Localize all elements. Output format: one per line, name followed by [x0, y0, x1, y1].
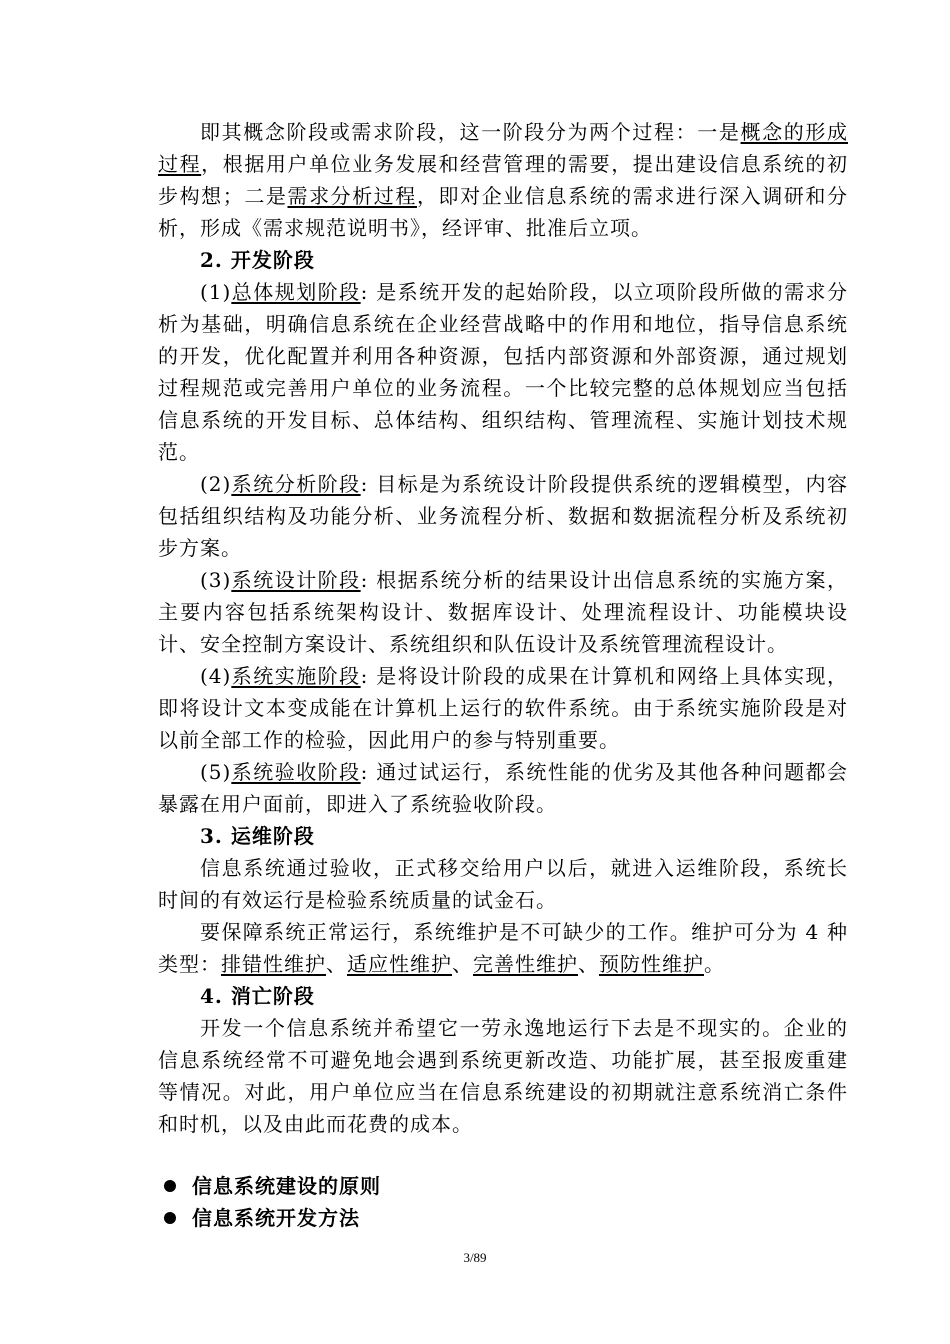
paragraph-requirements-phase: 即其概念阶段或需求阶段，这一阶段分为两个过程：一是概念的形成过程，根据用户单位业务发展和经营管理的需要，提出建设信息系统的初步构想；二是需求分析过程，即对企业信息系统的需求进行深入调研和分析，形成《需求规范说明书》，经评审、批准后立项。 — [158, 120, 849, 240]
item-system-acceptance: (5)系统验收阶段: 通过试运行，系统性能的优劣及其他各种问题都会暴露在用户面前，即进入了系统验收阶段。 — [158, 760, 848, 816]
item-system-design: (3)系统设计阶段: 根据系统分析的结果设计出信息系统的实施方案，主要内容包括系统架构设计、数据库设计、处理流程设计、功能模块设计、安全控制方案设计、系统组织和队伍设计及系统管理流程设计。 — [158, 568, 848, 656]
body-text — [158, 116, 848, 1234]
page-number: 3/89 — [463, 1250, 487, 1265]
bullet-icon — [164, 1180, 176, 1192]
item-overall-planning: (1)总体规划阶段: 是系统开发的起始阶段，以立项阶段所做的需求分析为基础，明确信息系统在企业经营战略中的作用和地位，指导信息系统的开发，优化配置并利用各种资源，包括内部资源和外部资源，通过规划过程规范或完善用户单位的业务流程。一个比较完整的总体规划应当包括信息系统的开发目标、总体结构、组织结构、管理流程、实施计划技术规范。 — [158, 280, 848, 464]
term-requirements-analysis: 需求分析过程 — [287, 184, 417, 208]
bullet-item-principles: 信息系统建设的原则 — [158, 1170, 848, 1202]
paragraph-retirement: 开发一个信息系统并希望它一劳永逸地运行下去是不现实的。企业的信息系统经常不可避免地会遇到系统更新改造、功能扩展，甚至报废重建等情况。对此，用户单位应当在信息系统建设的初期就注意系统消亡条件和时机，以及由此而花费的成本。 — [158, 1016, 848, 1136]
heading-retirement-phase: 4. 消亡阶段 — [200, 984, 315, 1008]
bullet-item-methods: 信息系统开发方法 — [158, 1202, 848, 1234]
paragraph-maintenance-types: 要保障系统正常运行，系统维护是不可缺少的工作。维护可分为 4 种类型：排错性维护、适应性维护、完善性维护、预防性维护。 — [158, 920, 848, 976]
term-concept-formation: 概念的形成过程 — [158, 120, 849, 176]
item-system-implementation: (4)系统实施阶段: 是将设计阶段的成果在计算机和网络上具体实现，即将设计文本变成能在计算机上运行的软件系统。由于系统实施阶段是对以前全部工作的检验，因此用户的参与特别重要。 — [158, 664, 848, 752]
paragraph-operation-intro: 信息系统通过验收，正式移交给用户以后，就进入运维阶段，系统长时间的有效运行是检验系统质量的试金石。 — [158, 856, 848, 912]
bullet-icon — [164, 1212, 176, 1224]
item-system-analysis: (2)系统分析阶段: 目标是为系统设计阶段提供系统的逻辑模型，内容包括组织结构及功能分析、业务流程分析、数据和数据流程分析及系统初步方案。 — [158, 472, 848, 560]
heading-operation-phase: 3. 运维阶段 — [200, 824, 315, 848]
bullet-list — [158, 1170, 848, 1234]
heading-development-phase: 2. 开发阶段 — [200, 248, 315, 272]
spacer — [158, 1140, 848, 1170]
